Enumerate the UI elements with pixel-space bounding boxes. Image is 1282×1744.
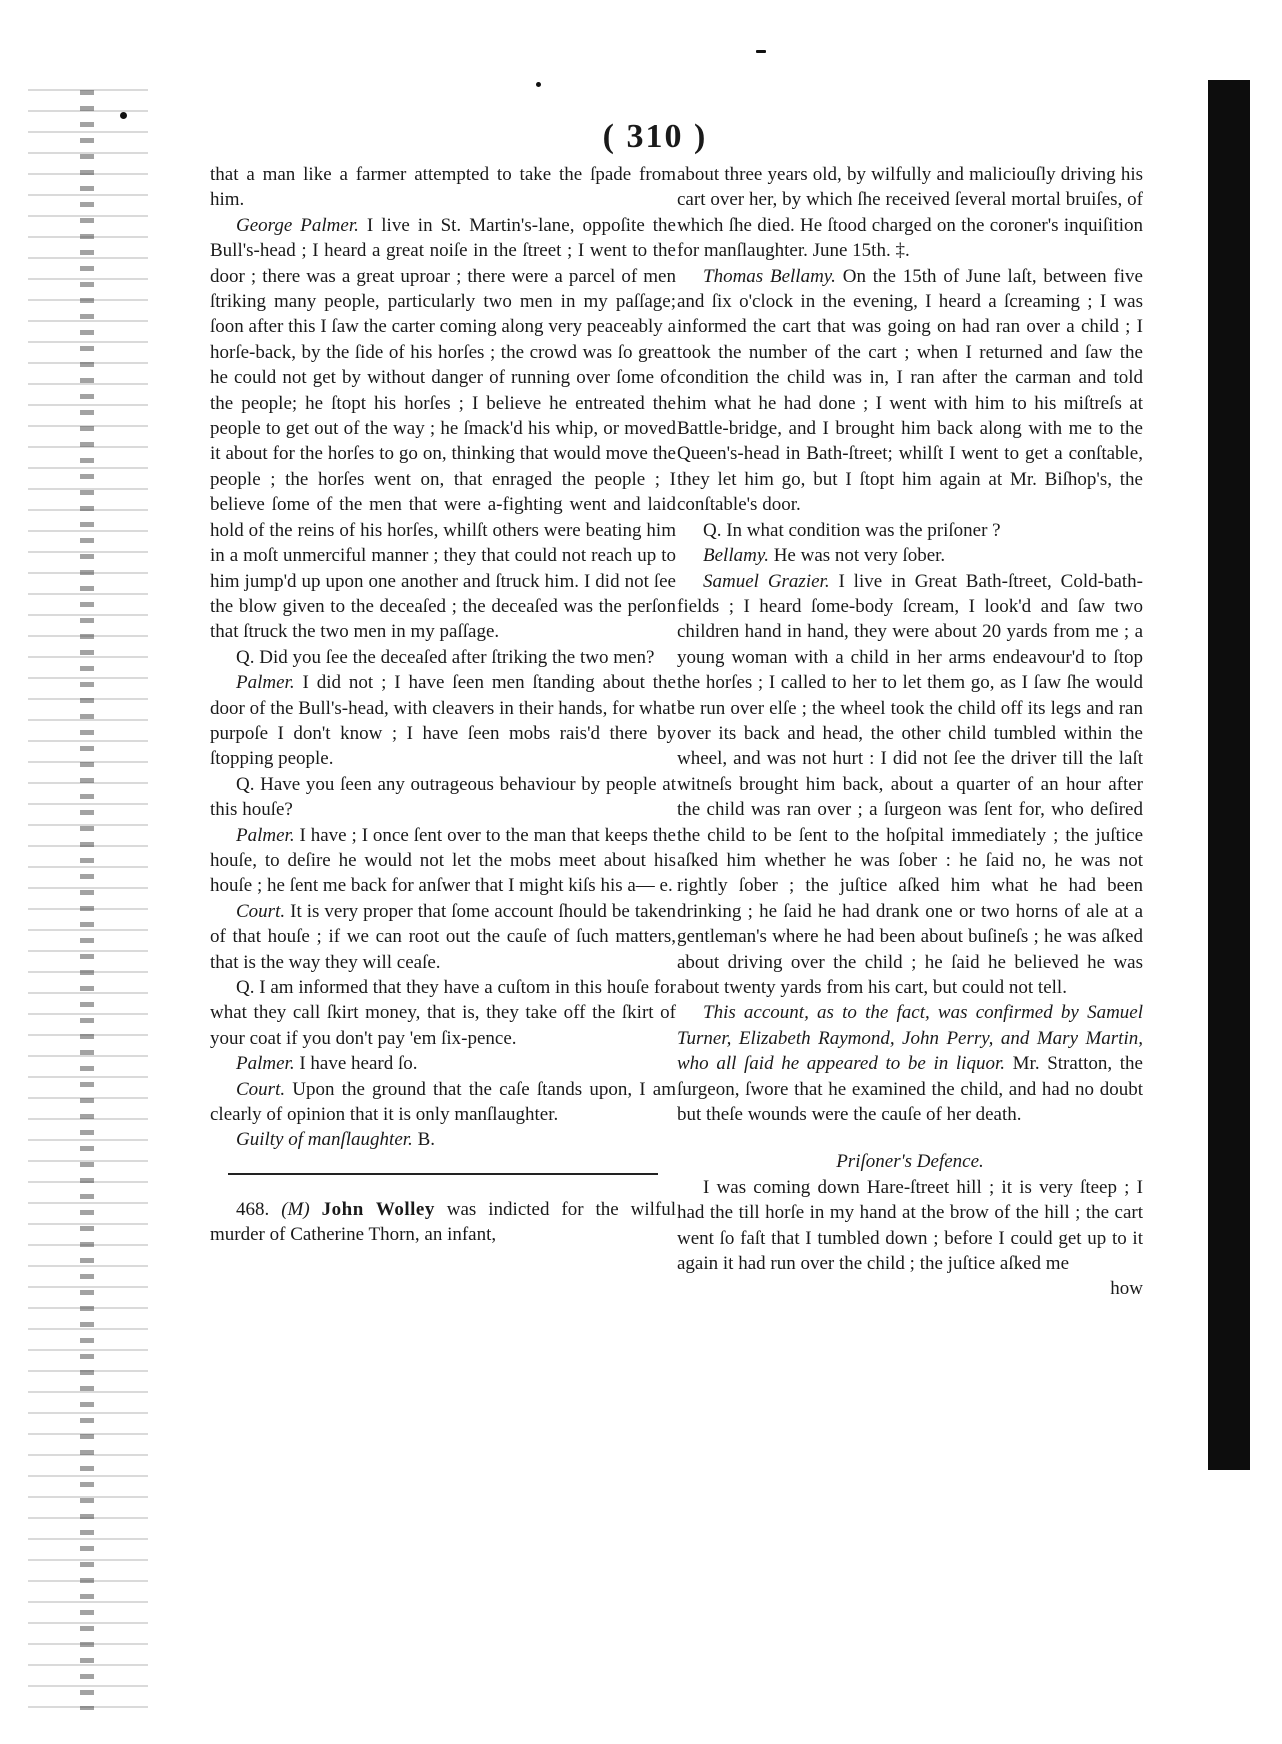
question <box>677 518 1143 543</box>
question <box>210 772 676 823</box>
testimony-grazier <box>677 569 1143 1001</box>
paragraph <box>677 162 1143 264</box>
testimony-text: He was not very ſober. <box>768 545 946 567</box>
testimony-palmer <box>210 670 676 772</box>
testimony-text: It is very proper that ſome account ſhould be taken of that houſe ; if we can root out the cauſe of ſuch matters, that is the way they will ceaſe. <box>210 900 676 973</box>
question <box>210 645 676 670</box>
speaker-name: Palmer. <box>236 824 295 846</box>
left-column <box>210 162 676 1248</box>
scan-speck <box>120 112 127 119</box>
question-text: Q. Did you ſee the deceaſed after ſtriking the two men? <box>236 646 655 668</box>
defence-text: I was coming down Hare-ſtreet hill ; it is very ſteep ; I had the till horſe in my hand at the brow of the hill ; the cart went ſo faſt that I tumbled down ; before I could get up to it again it had run over the child ; the juſtice aſked me <box>677 1176 1143 1275</box>
paragraph-text: about three years old, by wilfully and maliciouſly driving his cart over her, by which ſhe received ſeveral mortal bruiſes, of which ſhe died. He ſtood charged on the coroner's inquiſition for manſlaughter. June 15th. ‡. <box>677 164 1143 262</box>
testimony-text: On the 15th of June laſt, between five and ſix o'clock in the evening, I heard a ſcreaming ; I was informed the cart that was going on had ran over a child ; I took the number of the cart ; when I returned and ſaw the condition the child was in, I ran after the carman and told him what he had done ; I went with him to his miſtreſs at Battle-bridge, and I brought him back along with me to the Queen's-head in Bath-ſtreet; whilſt I went to get a conſtable, they let him go, but I ſtopt him again at Mr. Biſhop's, the conſtable's door. <box>677 265 1143 516</box>
page-number: ( 310 ) <box>602 118 708 155</box>
speaker-name: Palmer. <box>236 1053 295 1075</box>
court-remark <box>210 899 676 975</box>
surgeon-text: Mr. Stratton, the ſurgeon, ſwore that he examined the child, and had no doubt but theſe wounds were the cauſe of her death. <box>677 1053 1143 1126</box>
testimony-text: Upon the ground that the caſe ſtands upon, I am clearly of opinion that it is only manſlaughter. <box>210 1078 676 1126</box>
speaker-name: Palmer. <box>236 672 295 694</box>
testimony-text: I live in Great Bath-ſtreet, Cold-bath-fields ; I heard ſome-body ſcream, I look'd and ſaw two children hand in hand, they were about 20 yards from me ; a young woman with a child in her arms endeavour'd to ſtop the horſes ; I called to her to let them go, as I ſaw ſhe would be run over elſe ; the wheel took the child off its legs and ran over its back and head, the other child tumbled within the wheel, and was not hurt : I did not ſee the driver till the laſt witneſs brought him back, about a quarter of an hour after the child was ran over ; a ſurgeon was ſent for, who deſired the child to be ſent to the hoſpital immediately ; the juſtice aſked him whether he was ſober : he ſaid no, he was not rightly ſober ; the juſtice aſked him what he had been drinking ; he ſaid he had drank one or two horns of ale at a gentleman's where he had been about buſineſs ; he was aſked about driving over the child ; he ſaid he believed he was about twenty yards from his cart, but could not tell. <box>677 570 1143 998</box>
testimony-palmer <box>210 1051 676 1076</box>
scan-right-shadow <box>1208 80 1250 1470</box>
right-column <box>677 162 1143 1302</box>
verdict <box>210 1127 676 1152</box>
speaker-name: Bellamy. <box>703 545 769 567</box>
scan-speck <box>756 50 766 53</box>
testimony-text: I have ; I once ſent over to the man that keeps the houſe, to deſire he would not let the mobs meet about his houſe ; he ſent me back for anſwer that I might kiſs his a— e. <box>210 824 676 897</box>
catchword: how <box>1110 1278 1143 1300</box>
case-entry <box>210 1197 676 1248</box>
section-divider <box>228 1173 658 1175</box>
case-number: 468. <box>236 1198 270 1220</box>
confirmation-text: This account, as to the fact, was confirmed by Samuel Turner, Elizabeth Raymond, John Perry, and Mary Martin, who all ſaid he appeared to be in liquor. <box>677 1002 1143 1075</box>
testimony-bellamy <box>677 264 1143 518</box>
scan-edge-artifact <box>80 90 94 1710</box>
speaker-name: Court. <box>236 900 286 922</box>
case-marker: (M) <box>281 1198 310 1220</box>
scan-speck <box>536 82 541 87</box>
speaker-name: Court. <box>236 1078 286 1100</box>
indictment-text: was indicted for the wilful murder of Catherine Thorn, an infant, <box>210 1198 677 1246</box>
confirmation-note <box>677 1000 1143 1127</box>
testimony-text: I have heard ſo. <box>294 1053 418 1075</box>
question-text: Q. I am informed that they have a cuſtom in this houſe for what they call ſkirt money, that is, they take off the ſkirt of your coat if you don't pay 'em ſix-pence. <box>210 977 676 1049</box>
defendant-name: John Wolley <box>321 1198 435 1220</box>
paragraph-text: that a man like a farmer attempted to take the ſpade from him. <box>210 164 676 211</box>
testimony-text: I did not ; I have ſeen men ſtanding about the door of the Bull's-head, with cleavers in their hands, for what purpoſe I don't know ; I have ſeen mobs rais'd there by ſtopping people. <box>210 672 676 770</box>
question-text: Q. Have you ſeen any outrageous behaviour by people at this houſe? <box>210 773 676 821</box>
question-text: Q. In what condition was the priſoner ? <box>703 519 1001 541</box>
speaker-name: Thomas Bellamy. <box>703 265 836 287</box>
speaker-name: George Palmer. <box>236 214 359 236</box>
verdict-text: Guilty of manſlaughter. <box>236 1129 413 1151</box>
paragraph <box>210 162 676 213</box>
verdict-mark: B. <box>412 1129 435 1151</box>
question <box>210 975 676 1051</box>
speaker-name: Samuel Grazier. <box>703 570 830 592</box>
testimony-text: I live in St. Martin's-lane, oppoſite the Bull's-head ; I heard a great noiſe in the ſtreet ; I went to the door ; there was a great uproar ; there were a parcel of men ſtriking many people, particularly two men in my paſſage; ſoon after this I ſaw the carter coming along very peaceably a horſe-back, by the ſide of his horſes ; the crowd was ſo great he could not get by without danger of running over ſome of the people; he ſtopt his horſes ; I believe he entreated the people to get out of the way ; he ſmack'd his whip, or moved it about for the horſes to go on, thinking that would move the people ; the horſes went on, that enraged the people ; I believe ſome of the men that were a-fighting went and laid hold of the reins of his horſes, whilſt others were beating him in a moſt unmerciful manner ; they that could not reach up to him jump'd up upon one another and ſtruck him. I did not ſee the blow given to the deceaſed ; the deceaſed was the perſon that ſtruck the two men in my paſſage. <box>210 214 676 643</box>
defence-heading: Priſoner's Defence. <box>836 1151 984 1173</box>
testimony-palmer <box>210 823 676 899</box>
testimony-palmer <box>210 213 676 645</box>
court-remark <box>210 1077 676 1128</box>
testimony-bellamy <box>677 543 1143 568</box>
